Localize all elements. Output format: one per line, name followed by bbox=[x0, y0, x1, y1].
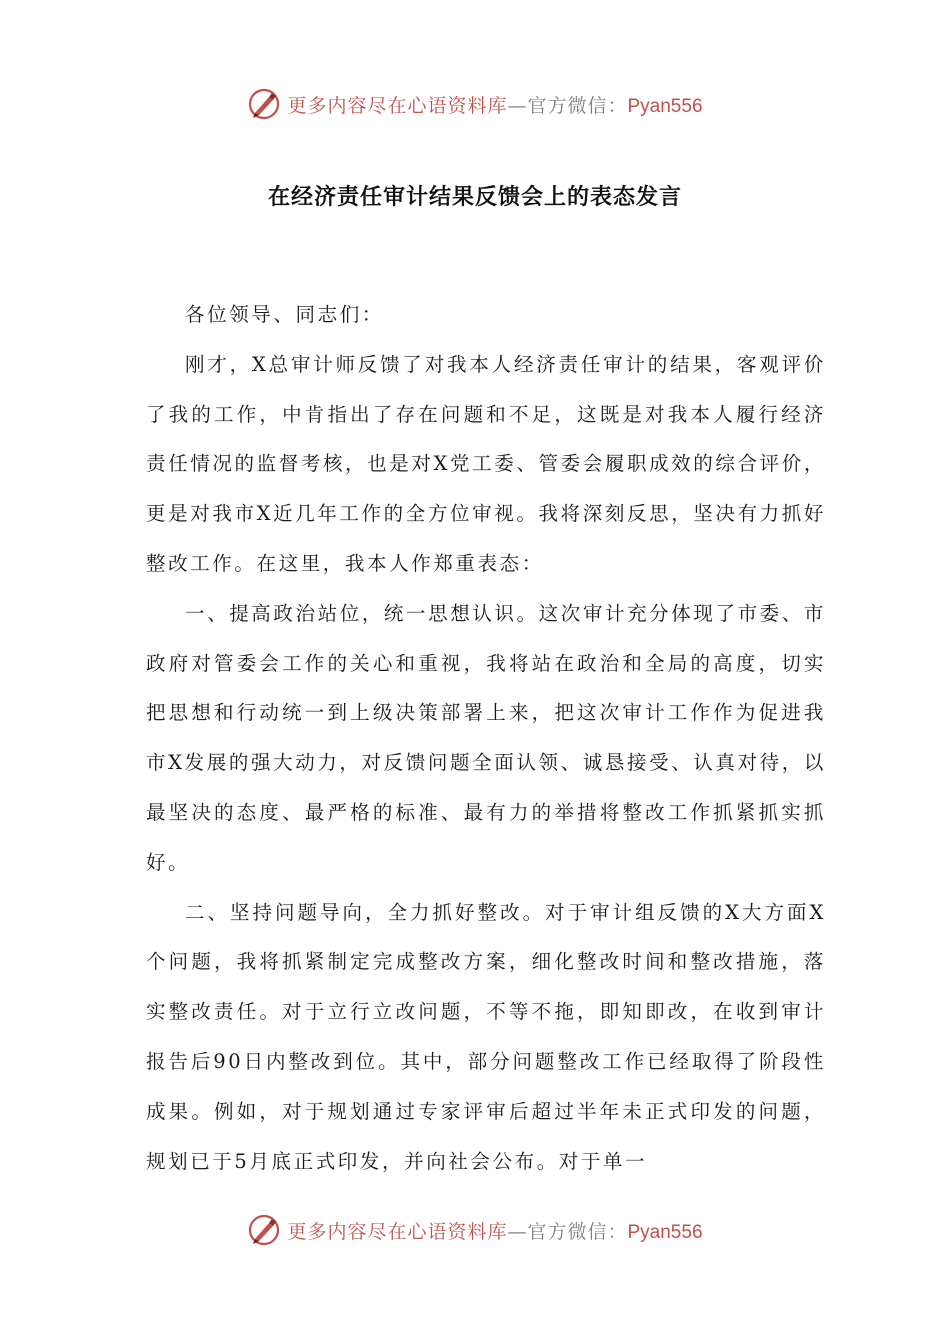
paragraph: 二、坚持问题导向，全力抓好整改。对于审计组反馈的X大方面X个问题，我将抓紧制定完成整改方案，细化整改时间和整改措施，落实整改责任。对于立行立改问题，不等不拖，即知即改，在收到审计报告后90日内整改到位。其中，部分问题整改工作已经取得了阶段性成果。例如，对于规划通过专家评审后超过半年未正式印发的问题，规划已于5月底正式印发，并向社会公布。对于单一 bbox=[146, 900, 826, 1173]
banner-wechat-id: Pyan556 bbox=[627, 95, 703, 117]
banner-dash: — bbox=[507, 94, 528, 117]
banner-wechat-label: 官方微信： bbox=[527, 1220, 628, 1243]
document-body bbox=[146, 290, 826, 1186]
salutation: 各位领导、同志们： bbox=[185, 303, 384, 326]
banner-wechat-id: Pyan556 bbox=[627, 1221, 703, 1243]
banner-site-text: 更多内容尽在心语资料库 bbox=[287, 94, 508, 117]
paragraph: 一、提高政治站位，统一思想认识。这次审计充分体现了市委、市政府对管委会工作的关心和重视，我将站在政治和全局的高度，切实把思想和行动统一到上级决策部署上来，把这次审计工作作为促进我市X发展的强大动力，对反馈问题全面认领、诚恳接受、认真对待，以最坚决的态度、最严格的标准、最有力的举措将整改工作抓紧抓实抓好。 bbox=[146, 601, 826, 874]
pen-logo-icon bbox=[247, 87, 281, 121]
banner-text bbox=[287, 1217, 702, 1244]
pen-logo-icon bbox=[247, 1213, 281, 1247]
document-title: 在经济责任审计结果反馈会上的表态发言 bbox=[267, 185, 682, 210]
banner-site-text: 更多内容尽在心语资料库 bbox=[287, 1220, 508, 1243]
footer-banner bbox=[0, 1208, 950, 1252]
banner-text bbox=[287, 91, 702, 118]
banner-wechat-label: 官方微信： bbox=[527, 94, 628, 117]
paragraph: 刚才，X总审计师反馈了对我本人经济责任审计的结果，客观评价了我的工作，中肯指出了存在问题和不足，这既是对我本人履行经济责任情况的监督考核，也是对X党工委、管委会履职成效的综合评价，更是对我市X近几年工作的全方位审视。我将深刻反思，坚决有力抓好整改工作。在这里，我本人作郑重表态： bbox=[146, 352, 826, 575]
header-banner bbox=[0, 82, 950, 126]
banner-dash: — bbox=[507, 1220, 528, 1243]
